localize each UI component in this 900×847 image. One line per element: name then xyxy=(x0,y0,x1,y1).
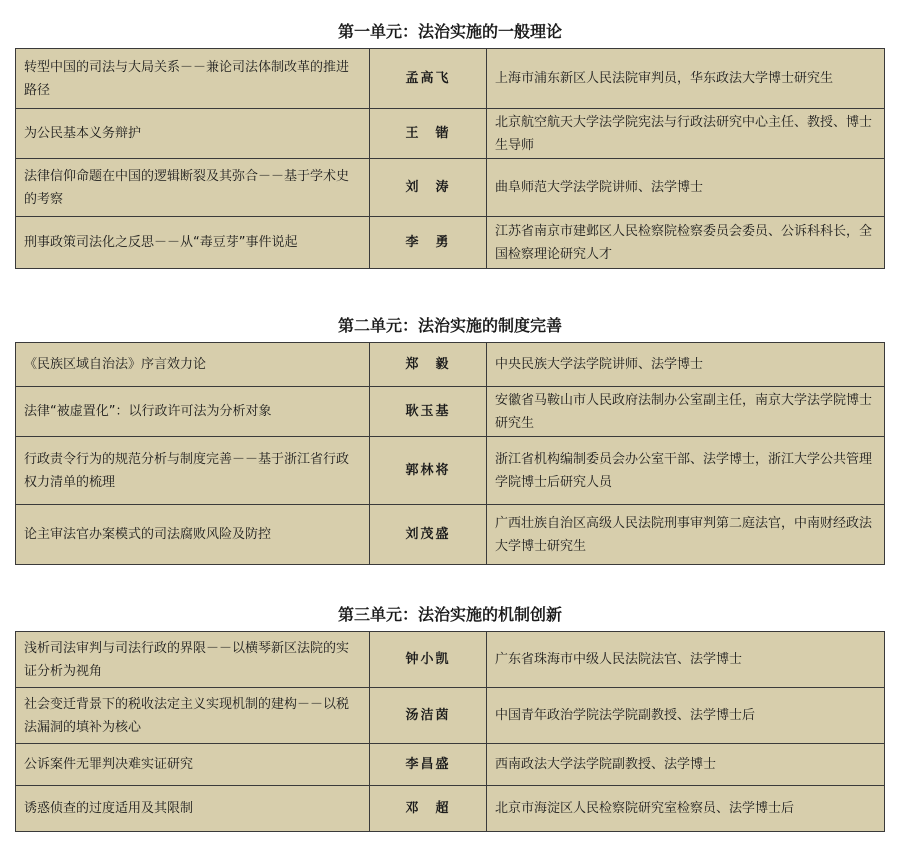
table-row xyxy=(16,786,885,832)
table-row xyxy=(16,387,885,437)
unit-3-title: 第三单元：法治实施的机制创新 xyxy=(337,605,562,624)
affiliation-cell: 安徽省马鞍山市人民政府法制办公室副主任，南京大学法学院博士研究生 xyxy=(487,387,885,437)
unit-2-title: 第二单元：法治实施的制度完善 xyxy=(337,316,562,335)
affiliation-cell: 江苏省南京市建邺区人民检察院检察委员会委员、公诉科科长，全国检察理论研究人才 xyxy=(487,217,885,269)
affiliation-cell: 广西壮族自治区高级人民法院刑事审判第二庭法官，中南财经政法大学博士研究生 xyxy=(487,505,885,565)
topic-cell: 公诉案件无罪判决难实证研究 xyxy=(16,744,370,786)
author-cell: 孟高飞 xyxy=(370,49,487,109)
unit-1-title: 第一单元：法治实施的一般理论 xyxy=(337,22,562,41)
author-cell: 钟小凯 xyxy=(370,632,487,688)
table-row xyxy=(16,505,885,565)
unit-2-table xyxy=(15,342,885,565)
affiliation-cell: 北京航空航天大学法学院宪法与行政法研究中心主任、教授、博士生导师 xyxy=(487,109,885,159)
topic-cell: 社会变迁背景下的税收法定主义实现机制的建构－－以税法漏洞的填补为核心 xyxy=(16,688,370,744)
affiliation-cell: 北京市海淀区人民检察院研究室检察员、法学博士后 xyxy=(487,786,885,832)
author-cell: 汤洁茵 xyxy=(370,688,487,744)
table-row xyxy=(16,632,885,688)
topic-cell: 诱惑侦查的过度适用及其限制 xyxy=(16,786,370,832)
topic-cell: 法律“被虚置化”：以行政许可法为分析对象 xyxy=(16,387,370,437)
author-cell: 郭林将 xyxy=(370,437,487,505)
topic-cell: 浅析司法审判与司法行政的界限－－以横琴新区法院的实证分析为视角 xyxy=(16,632,370,688)
table-row xyxy=(16,109,885,159)
topic-cell: 刑事政策司法化之反思－－从“毒豆芽”事件说起 xyxy=(16,217,370,269)
topic-cell: 为公民基本义务辩护 xyxy=(16,109,370,159)
author-cell: 李昌盛 xyxy=(370,744,487,786)
affiliation-cell: 广东省珠海市中级人民法院法官、法学博士 xyxy=(487,632,885,688)
table-row xyxy=(16,217,885,269)
table-row xyxy=(16,688,885,744)
affiliation-cell: 曲阜师范大学法学院讲师、法学博士 xyxy=(487,159,885,217)
affiliation-cell: 浙江省机构编制委员会办公室干部、法学博士，浙江大学公共管理学院博士后研究人员 xyxy=(487,437,885,505)
topic-cell: 《民族区域自治法》序言效力论 xyxy=(16,343,370,387)
table-row xyxy=(16,437,885,505)
topic-cell: 法律信仰命题在中国的逻辑断裂及其弥合－－基于学术史的考察 xyxy=(16,159,370,217)
table-row xyxy=(16,159,885,217)
author-cell: 刘 涛 xyxy=(370,159,487,217)
author-cell: 李 勇 xyxy=(370,217,487,269)
topic-cell: 行政责令行为的规范分析与制度完善－－基于浙江省行政权力清单的梳理 xyxy=(16,437,370,505)
affiliation-cell: 中央民族大学法学院讲师、法学博士 xyxy=(487,343,885,387)
table-row xyxy=(16,343,885,387)
author-cell: 邓 超 xyxy=(370,786,487,832)
affiliation-cell: 西南政法大学法学院副教授、法学博士 xyxy=(487,744,885,786)
author-cell: 耿玉基 xyxy=(370,387,487,437)
table-row xyxy=(16,49,885,109)
topic-cell: 转型中国的司法与大局关系－－兼论司法体制改革的推进路径 xyxy=(16,49,370,109)
table-row xyxy=(16,744,885,786)
affiliation-cell: 上海市浦东新区人民法院审判员，华东政法大学博士研究生 xyxy=(487,49,885,109)
author-cell: 王 锴 xyxy=(370,109,487,159)
unit-3-table xyxy=(15,631,885,832)
topic-cell: 论主审法官办案模式的司法腐败风险及防控 xyxy=(16,505,370,565)
author-cell: 郑 毅 xyxy=(370,343,487,387)
unit-1-table xyxy=(15,48,885,269)
affiliation-cell: 中国青年政治学院法学院副教授、法学博士后 xyxy=(487,688,885,744)
author-cell: 刘茂盛 xyxy=(370,505,487,565)
